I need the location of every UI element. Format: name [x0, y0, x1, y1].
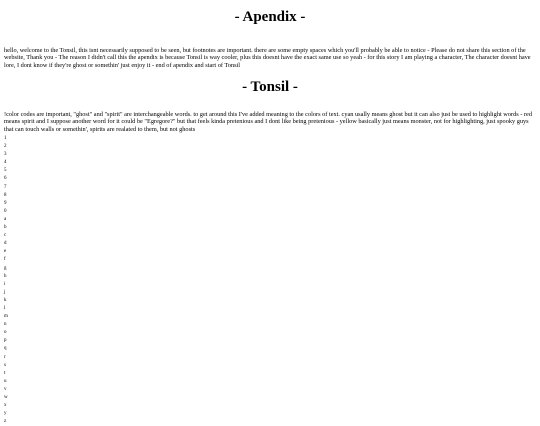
- character-list-item: j: [4, 289, 6, 295]
- character-list-item: 1: [4, 136, 7, 141]
- character-list-item: 9: [4, 200, 7, 206]
- character-list-item: 8: [4, 192, 7, 198]
- character-list-item: n: [4, 322, 7, 328]
- character-list-item: 4: [4, 160, 7, 166]
- character-list-item: 3: [4, 152, 7, 158]
- apendix-text: hello, welcome to the Tonsil, this isnt necessarily supposed to be seen, but footnotes are important. there are some empty spaces which you'll probably be able to notice - Please do not share this section of the website, Thank you - The reason I didn't call this the apendix is because Tonsil is way cooler, plus this doesnt have the exact same use so yeah - for this story I am playing a character, The character doesnt have lore, I dont know if they're ghost or somethin' just enjoy it - end of apendix and start of Tonsil: [4, 47, 531, 69]
- character-list-item: i: [4, 281, 6, 287]
- character-list-item: z: [4, 419, 7, 425]
- character-list-item: d: [4, 241, 7, 247]
- character-list-item: k: [4, 297, 7, 303]
- character-list-item: o: [4, 330, 7, 336]
- character-list-item: 2: [4, 144, 7, 150]
- character-list-item: r: [4, 354, 6, 360]
- character-list-item: t: [4, 370, 6, 376]
- character-list-item: a: [4, 216, 7, 222]
- tonsil-title: - Tonsil -: [242, 79, 298, 95]
- character-list-item: x: [4, 403, 7, 409]
- character-list-item: b: [4, 225, 7, 231]
- character-list-item: 0: [4, 208, 7, 214]
- character-list-item: w: [4, 395, 8, 400]
- character-list-item: p: [4, 338, 7, 344]
- apendix-title: - Apendix -: [234, 9, 306, 25]
- character-list-item: q: [4, 346, 7, 352]
- character-list-item: h: [4, 273, 7, 279]
- character-list-item: m: [4, 314, 8, 320]
- character-list-item: s: [4, 362, 6, 368]
- character-list-item: u: [4, 378, 7, 384]
- character-list-item: e: [4, 249, 7, 255]
- character-list-item: c: [4, 233, 7, 239]
- character-list-item: 7: [4, 184, 7, 190]
- character-list-item: 5: [4, 168, 7, 174]
- character-list-item: g: [4, 265, 7, 271]
- character-list-item: l: [4, 305, 6, 311]
- character-list-item: 6: [4, 176, 7, 182]
- tonsil-intro-text: !color codes are important, "ghost" and "spirit" are interchangeable words. to get around this I've added meaning to the colors of text. cyan usally means ghost but it can also just be used to highlight words - red means spirit and I suppose another word for it could be "Egregore?" but that feels kinda pretenious and I dont like being pretenious - yellow basically just means monster, not for highlighting, just spooky guys that can touch walls or somethin', spirits are realated to them, but not ghosts: [4, 111, 532, 133]
- character-list: [4, 135, 8, 426]
- character-list-item: f: [4, 257, 6, 263]
- character-list-item: v: [4, 386, 7, 392]
- character-list-item: y: [4, 411, 7, 417]
